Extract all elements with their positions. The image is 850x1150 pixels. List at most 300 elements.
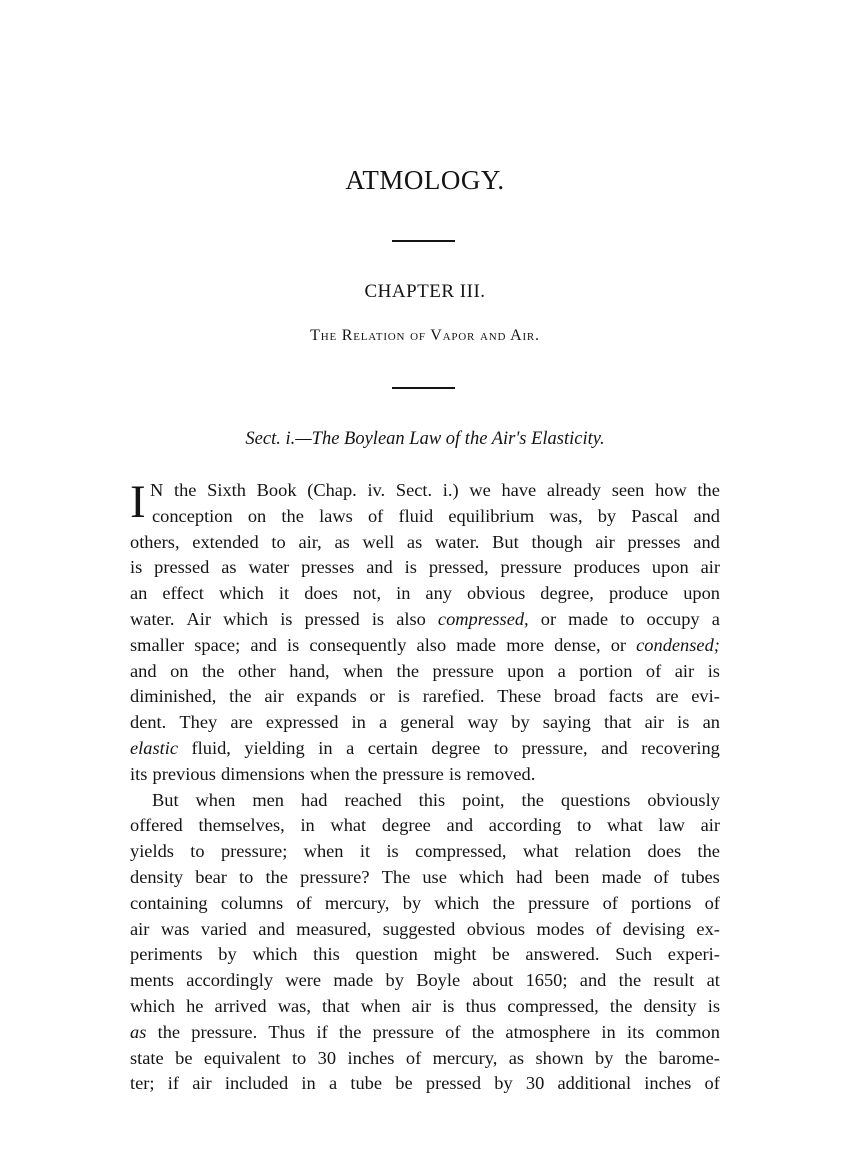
word: be bbox=[395, 1073, 413, 1094]
word: density bbox=[130, 866, 184, 887]
word: of bbox=[445, 1021, 461, 1042]
word: density bbox=[643, 995, 697, 1016]
word: degree, bbox=[540, 583, 594, 604]
word: to bbox=[271, 531, 286, 552]
word: as bbox=[334, 531, 350, 552]
word: extended bbox=[192, 531, 259, 552]
word: of bbox=[602, 892, 618, 913]
word: what bbox=[606, 815, 643, 836]
word: was bbox=[160, 918, 190, 939]
word: already bbox=[546, 480, 601, 500]
section-heading: Sect. i.—The Boylean Law of the Air's Elasticity. bbox=[245, 429, 605, 449]
word: its bbox=[626, 1021, 645, 1042]
word: occupy bbox=[646, 608, 700, 629]
word: what bbox=[522, 841, 559, 862]
word: pressure; bbox=[220, 841, 288, 862]
word: of bbox=[595, 918, 612, 939]
word: its bbox=[130, 763, 148, 784]
word: thus bbox=[465, 995, 497, 1016]
word: others, bbox=[130, 531, 180, 552]
word: as bbox=[508, 1047, 525, 1068]
body-text bbox=[130, 478, 720, 1097]
word: degree bbox=[431, 737, 481, 758]
word: and bbox=[579, 970, 607, 991]
word: diminished, bbox=[130, 686, 217, 707]
text-line bbox=[130, 788, 720, 814]
word: accordingly bbox=[186, 970, 274, 991]
word: a bbox=[346, 737, 355, 758]
word: consequently bbox=[309, 634, 407, 655]
word: which bbox=[459, 866, 504, 887]
text-line bbox=[130, 839, 720, 865]
word: is bbox=[286, 634, 300, 655]
word: does bbox=[647, 841, 682, 862]
word: containing bbox=[130, 892, 208, 913]
text-line bbox=[130, 762, 720, 788]
word: Book bbox=[256, 480, 297, 500]
word: the bbox=[201, 660, 225, 681]
word: to bbox=[493, 737, 509, 758]
word: a bbox=[711, 608, 720, 629]
word: is bbox=[442, 995, 455, 1016]
word: space; bbox=[194, 634, 241, 655]
word: pressure bbox=[500, 557, 562, 578]
word: inches bbox=[644, 1073, 692, 1094]
word: made bbox=[456, 634, 497, 655]
word: air bbox=[644, 712, 665, 733]
word: or bbox=[540, 608, 557, 629]
word: is bbox=[707, 995, 720, 1016]
word: air bbox=[595, 531, 615, 552]
word: in bbox=[301, 1073, 316, 1094]
word: yields bbox=[130, 841, 174, 862]
word: air bbox=[700, 557, 720, 578]
word: They bbox=[179, 712, 218, 733]
word: obvious bbox=[467, 583, 526, 604]
word: a bbox=[328, 1073, 338, 1094]
word: been bbox=[554, 866, 590, 887]
word: conception bbox=[152, 505, 233, 526]
word: and bbox=[601, 737, 628, 758]
text-line bbox=[130, 684, 720, 710]
word: to bbox=[576, 815, 592, 836]
word: on bbox=[170, 660, 189, 681]
word: previous bbox=[152, 763, 216, 784]
word: presses bbox=[627, 531, 681, 552]
text-line bbox=[130, 865, 720, 891]
word: questions bbox=[560, 789, 631, 810]
word: columns bbox=[220, 892, 284, 913]
word: evi- bbox=[691, 686, 720, 707]
word: equivalent bbox=[203, 1047, 281, 1068]
word: of bbox=[704, 892, 720, 913]
word: expands bbox=[296, 686, 357, 707]
word: the bbox=[157, 1021, 181, 1042]
word: state bbox=[130, 1047, 164, 1068]
word: is bbox=[448, 763, 462, 784]
word: water bbox=[248, 557, 290, 578]
word: modes bbox=[536, 918, 585, 939]
word: and bbox=[693, 505, 720, 526]
word: pressed bbox=[154, 557, 210, 578]
word: the bbox=[609, 995, 633, 1016]
word: facts bbox=[608, 686, 644, 707]
chapter-rule bbox=[392, 387, 455, 389]
word: is bbox=[371, 608, 385, 629]
word: water. bbox=[130, 608, 175, 629]
word: is bbox=[707, 660, 720, 681]
word: as bbox=[221, 557, 237, 578]
word: which bbox=[252, 944, 298, 965]
word: and bbox=[250, 634, 277, 655]
word: ments bbox=[130, 970, 174, 991]
word: an bbox=[130, 583, 148, 604]
word: this bbox=[313, 944, 340, 965]
word: point, bbox=[462, 789, 505, 810]
word: is bbox=[280, 608, 293, 629]
word: to bbox=[190, 841, 205, 862]
word: seen bbox=[611, 480, 645, 500]
word: devising bbox=[622, 918, 685, 939]
word: arrived bbox=[214, 995, 267, 1016]
word: portion bbox=[579, 660, 633, 681]
text-line bbox=[130, 813, 720, 839]
word: pressure bbox=[382, 763, 444, 784]
word: produce bbox=[608, 583, 669, 604]
word: (Chap. bbox=[307, 480, 357, 500]
word: also bbox=[416, 634, 447, 655]
text-line bbox=[130, 968, 720, 994]
word: the bbox=[265, 866, 288, 887]
word: it bbox=[359, 841, 371, 862]
word: was, bbox=[549, 505, 583, 526]
word: to bbox=[291, 1047, 307, 1068]
word: fluid, bbox=[191, 737, 231, 758]
word: he bbox=[186, 995, 204, 1016]
word: any bbox=[425, 583, 452, 604]
word: though bbox=[531, 531, 583, 552]
word: included bbox=[224, 1073, 289, 1094]
word: air bbox=[264, 686, 284, 707]
word: in bbox=[318, 737, 333, 758]
word: the bbox=[173, 480, 197, 500]
word: portions bbox=[631, 892, 692, 913]
word: air bbox=[674, 660, 695, 681]
word: air, bbox=[298, 531, 322, 552]
word: to bbox=[620, 608, 635, 629]
text-line bbox=[130, 581, 720, 607]
word: rarefied. bbox=[422, 686, 485, 707]
text-line bbox=[130, 607, 720, 633]
word: barome- bbox=[658, 1047, 720, 1068]
word: which bbox=[218, 583, 264, 604]
word: or bbox=[610, 634, 627, 655]
word: additional bbox=[557, 1073, 632, 1094]
text-line bbox=[130, 633, 720, 659]
word: inches bbox=[347, 1047, 395, 1068]
word: certain bbox=[367, 737, 418, 758]
word: other bbox=[237, 660, 276, 681]
text-line bbox=[130, 504, 720, 530]
word: as bbox=[406, 531, 423, 552]
word: it bbox=[278, 583, 290, 604]
word: pressure. bbox=[191, 1021, 258, 1042]
word: The bbox=[381, 866, 411, 887]
text-line bbox=[130, 891, 720, 917]
word: compressed, bbox=[507, 995, 599, 1016]
word: removed. bbox=[466, 763, 536, 784]
word: broad bbox=[553, 686, 596, 707]
word: the bbox=[618, 970, 642, 991]
word: by bbox=[385, 970, 404, 991]
word: shown bbox=[535, 1047, 584, 1068]
word: by bbox=[402, 892, 422, 913]
word: These bbox=[497, 686, 542, 707]
word: the bbox=[697, 480, 720, 500]
word: when bbox=[343, 660, 383, 681]
word: elastic bbox=[130, 737, 179, 758]
word: made bbox=[333, 970, 374, 991]
word: pressure? bbox=[300, 866, 370, 887]
word: upon bbox=[651, 557, 689, 578]
word: if bbox=[167, 1073, 179, 1094]
word: result bbox=[653, 970, 695, 991]
word: at bbox=[706, 970, 720, 991]
word: the bbox=[471, 1021, 495, 1042]
word: a bbox=[557, 660, 566, 681]
text-line bbox=[130, 917, 720, 943]
word: 1650; bbox=[525, 970, 568, 991]
word: offered bbox=[130, 815, 183, 836]
word: also bbox=[396, 608, 426, 629]
word: if bbox=[316, 1021, 328, 1042]
word: is bbox=[404, 557, 417, 578]
word: in bbox=[351, 712, 366, 733]
text-line bbox=[130, 942, 720, 968]
word: by bbox=[511, 712, 530, 733]
word: degree bbox=[381, 815, 431, 836]
word: Thus bbox=[268, 1021, 306, 1042]
word: how bbox=[655, 480, 687, 500]
word: an bbox=[702, 712, 720, 733]
word: relation bbox=[574, 841, 632, 862]
word: the bbox=[521, 789, 544, 810]
word: the bbox=[281, 505, 304, 526]
word: periments bbox=[130, 944, 203, 965]
word: pressed, bbox=[428, 557, 489, 578]
word: yielding bbox=[244, 737, 305, 758]
word: varied bbox=[200, 918, 247, 939]
word: Pascal bbox=[631, 505, 679, 526]
word: dimensions bbox=[221, 763, 305, 784]
word: and bbox=[258, 918, 285, 939]
word: tube bbox=[350, 1073, 383, 1094]
word: by bbox=[218, 944, 237, 965]
word: a bbox=[378, 712, 388, 733]
word: made bbox=[601, 866, 642, 887]
text-line bbox=[130, 478, 720, 504]
word: tubes bbox=[681, 866, 720, 887]
word: are bbox=[656, 686, 679, 707]
word: more bbox=[506, 634, 544, 655]
text-line bbox=[130, 659, 720, 685]
word: of bbox=[645, 660, 662, 681]
word: by bbox=[597, 505, 617, 526]
word: by bbox=[494, 1073, 513, 1094]
word: made bbox=[568, 608, 608, 629]
word: smaller bbox=[130, 634, 185, 655]
word: effect bbox=[162, 583, 204, 604]
word: when bbox=[309, 763, 350, 784]
chapter-heading: CHAPTER III. bbox=[364, 281, 486, 302]
word: was, bbox=[277, 995, 311, 1016]
word: the bbox=[396, 660, 419, 681]
word: which bbox=[223, 608, 269, 629]
title-rule bbox=[392, 240, 455, 242]
word: mercury, bbox=[432, 1047, 498, 1068]
word: to bbox=[239, 866, 254, 887]
word: hand, bbox=[289, 660, 330, 681]
word: iv. bbox=[367, 480, 386, 500]
word: compressed, bbox=[415, 841, 507, 862]
word: laws bbox=[319, 505, 353, 526]
word: But bbox=[152, 789, 179, 810]
word: compressed, bbox=[437, 608, 529, 629]
word: about bbox=[472, 970, 514, 991]
word: the bbox=[624, 1047, 648, 1068]
word: But bbox=[492, 531, 519, 552]
word: law bbox=[658, 815, 685, 836]
word: pressure bbox=[528, 892, 590, 913]
text-line bbox=[130, 1020, 720, 1046]
word: mercury, bbox=[324, 892, 390, 913]
word: air bbox=[130, 918, 150, 939]
word: and bbox=[446, 815, 474, 836]
word: obvious bbox=[466, 918, 525, 939]
word: well bbox=[362, 531, 395, 552]
word: pressure, bbox=[521, 737, 588, 758]
word: question bbox=[355, 944, 418, 965]
word: on bbox=[247, 505, 267, 526]
word: way bbox=[467, 712, 499, 733]
word: the bbox=[697, 841, 720, 862]
word: and bbox=[693, 531, 720, 552]
word: bear bbox=[195, 866, 227, 887]
word: are bbox=[230, 712, 253, 733]
word: were bbox=[285, 970, 322, 991]
word: is bbox=[397, 686, 410, 707]
word: what bbox=[330, 815, 367, 836]
word: of bbox=[367, 505, 384, 526]
word: air bbox=[411, 995, 432, 1016]
word: condensed; bbox=[636, 634, 720, 655]
word: obviously bbox=[647, 789, 720, 810]
word: which bbox=[434, 892, 480, 913]
word: and bbox=[130, 660, 157, 681]
word: not, bbox=[352, 583, 382, 604]
word: Boyle bbox=[416, 970, 461, 991]
word: be bbox=[492, 944, 510, 965]
word: when bbox=[360, 995, 401, 1016]
word: this bbox=[418, 789, 446, 810]
page-title: ATMOLOGY. bbox=[345, 165, 505, 195]
word: in bbox=[396, 583, 411, 604]
word: be bbox=[175, 1047, 193, 1068]
word: common bbox=[655, 1021, 720, 1042]
text-line bbox=[130, 710, 720, 736]
word: of bbox=[704, 1073, 720, 1094]
word: ex- bbox=[696, 918, 720, 939]
word: as bbox=[130, 1021, 147, 1042]
word: N bbox=[150, 480, 164, 500]
word: 30 bbox=[317, 1047, 337, 1068]
word: dense, bbox=[554, 634, 601, 655]
word: or bbox=[369, 686, 385, 707]
word: pressed bbox=[425, 1073, 482, 1094]
word: the bbox=[338, 1021, 362, 1042]
word: pressure bbox=[432, 660, 494, 681]
word: the bbox=[492, 892, 515, 913]
text-line bbox=[130, 1071, 720, 1097]
word: air bbox=[192, 1073, 212, 1094]
word: we bbox=[469, 480, 491, 500]
text-line bbox=[130, 555, 720, 581]
word: ter; bbox=[130, 1073, 155, 1094]
word: expressed bbox=[265, 712, 339, 733]
word: recovering bbox=[641, 737, 720, 758]
word: might bbox=[433, 944, 477, 965]
word: Sect. bbox=[395, 480, 433, 500]
word: upon bbox=[507, 660, 545, 681]
word: upon bbox=[683, 583, 720, 604]
word: that bbox=[322, 995, 350, 1016]
word: experi- bbox=[667, 944, 720, 965]
word: measured, bbox=[296, 918, 372, 939]
word: fluid bbox=[398, 505, 434, 526]
word: by bbox=[594, 1047, 614, 1068]
word: in bbox=[601, 1021, 616, 1042]
word: the bbox=[354, 763, 378, 784]
drop-cap: I bbox=[130, 476, 146, 528]
word: produces bbox=[573, 557, 641, 578]
word: answered. bbox=[525, 944, 600, 965]
text-line bbox=[130, 994, 720, 1020]
word: suggested bbox=[382, 918, 456, 939]
word: air bbox=[700, 815, 720, 836]
word: saying bbox=[542, 712, 591, 733]
text-line bbox=[130, 736, 720, 762]
word: dent. bbox=[130, 712, 167, 733]
word: have bbox=[501, 480, 537, 500]
word: when bbox=[195, 789, 236, 810]
word: Air bbox=[186, 608, 212, 629]
word: presses bbox=[301, 557, 355, 578]
word: Such bbox=[615, 944, 653, 965]
word: that bbox=[603, 712, 632, 733]
word: i.) bbox=[442, 480, 459, 500]
word: 30 bbox=[525, 1073, 545, 1094]
word: men bbox=[252, 789, 284, 810]
word: use bbox=[422, 866, 447, 887]
word: had bbox=[516, 866, 543, 887]
text-line bbox=[130, 530, 720, 556]
word: is bbox=[386, 841, 399, 862]
word: which bbox=[130, 995, 175, 1016]
word: and bbox=[366, 557, 393, 578]
word: in bbox=[300, 815, 315, 836]
word: of bbox=[296, 892, 312, 913]
word: pressed bbox=[304, 608, 360, 629]
